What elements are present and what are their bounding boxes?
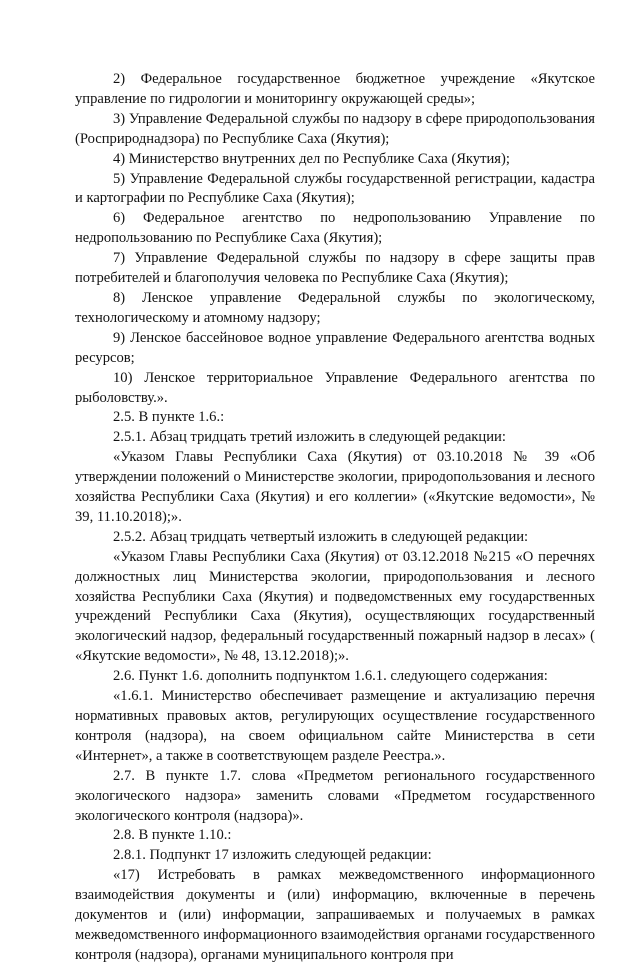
section-2-8-heading: 2.8. В пункте 1.10.:: [113, 827, 232, 844]
section-2-5-heading: 2.5. В пункте 1.6.:: [113, 409, 225, 426]
list-item-2: 2) Федеральное государственное бюджетное учреждение «Якутское управление по гидрологии и мониторингу окружающей среды»;: [75, 71, 595, 107]
list-item-7: 7) Управление Федеральной службы по надзору в сфере защиты прав потребителей и благополучия человека по Республике Саха (Якутия);: [75, 250, 595, 287]
section-2-5-2: 2.5.2. Абзац тридцать четвертый изложить в следующей редакции:: [113, 528, 529, 545]
list-item-3: 3) Управление Федеральной службы по надзору в сфере природопользования (Росприроднадзора) по Республике Саха (Якутия);: [75, 110, 595, 147]
list-item-9: 9) Ленское бассейновое водное управление Федерального агентства водных ресурсов;: [75, 329, 595, 366]
list-item-10: 10) Ленское территориальное Управление Федерального агентства по рыболовству.».: [75, 369, 595, 406]
section-2-7: 2.7. В пункте 1.7. слова «Предметом регионального государственного экологического надзора» заменить словами «Предметом государственного экологического контроля (надзора)».: [75, 767, 595, 824]
list-item-5: 5) Управление Федеральной службы государственной регистрации, кадастра и картографии по Республике Саха (Якутия);: [75, 170, 595, 207]
section-2-5-1: 2.5.1. Абзац тридцать третий изложить в следующей редакции:: [113, 429, 506, 446]
quote-subpoint-17: «17) Истребовать в рамках межведомственного информационного взаимодействия документы и (или) информацию, включенные в перечень документов и (или) информации, запрашиваемых и получаемых в рамках межведомственного информационного взаимодействия органами государственного контроля (надзора), органами муниципального контроля при: [75, 867, 595, 963]
quote-decree-215: «Указом Главы Республики Саха (Якутия) от 03.12.2018 №215 «О перечнях должностных лиц Министерства экологии, природопользования и лесного хозяйства Республики Саха (Якутия) и подведомственных ему государственных учреждений Республики Саха (Якутия), осуществляющих государственный экологический надзор, федеральный государственный пожарный надзор в лесах» ( «Якутские ведомости», № 48, 13.12.2018);».: [75, 548, 595, 665]
list-item-8: 8) Ленское управление Федеральной службы по экологическому, технологическому и атомному надзору;: [75, 289, 595, 326]
document-body: [75, 70, 595, 966]
list-item-4: 4) Министерство внутренних дел по Республике Саха (Якутия);: [113, 150, 510, 167]
section-2-8-1: 2.8.1. Подпункт 17 изложить следующей редакции:: [113, 847, 432, 864]
quote-decree-39: «Указом Главы Республики Саха (Якутия) от 03.10.2018 № 39 «Об утверждении положений о Министерстве экологии, природопользования и лесного хозяйства Республики Саха (Якутия) и его коллегии» («Якутские ведомости», № 39, 11.10.2018);».: [75, 449, 595, 525]
list-item-6: 6) Федеральное агентство по недропользованию Управление по недропользованию по Республике Саха (Якутия);: [75, 210, 595, 247]
quote-1-6-1: «1.6.1. Министерство обеспечивает размещение и актуализацию перечня нормативных правовых актов, регулирующих осуществление государственного контроля (надзора), на своем официальном сайте Министерства в сети «Интернет», а также в соответствующем разделе Реестра.».: [75, 688, 595, 764]
section-2-6: 2.6. Пункт 1.6. дополнить подпунктом 1.6.1. следующего содержания:: [113, 668, 548, 685]
